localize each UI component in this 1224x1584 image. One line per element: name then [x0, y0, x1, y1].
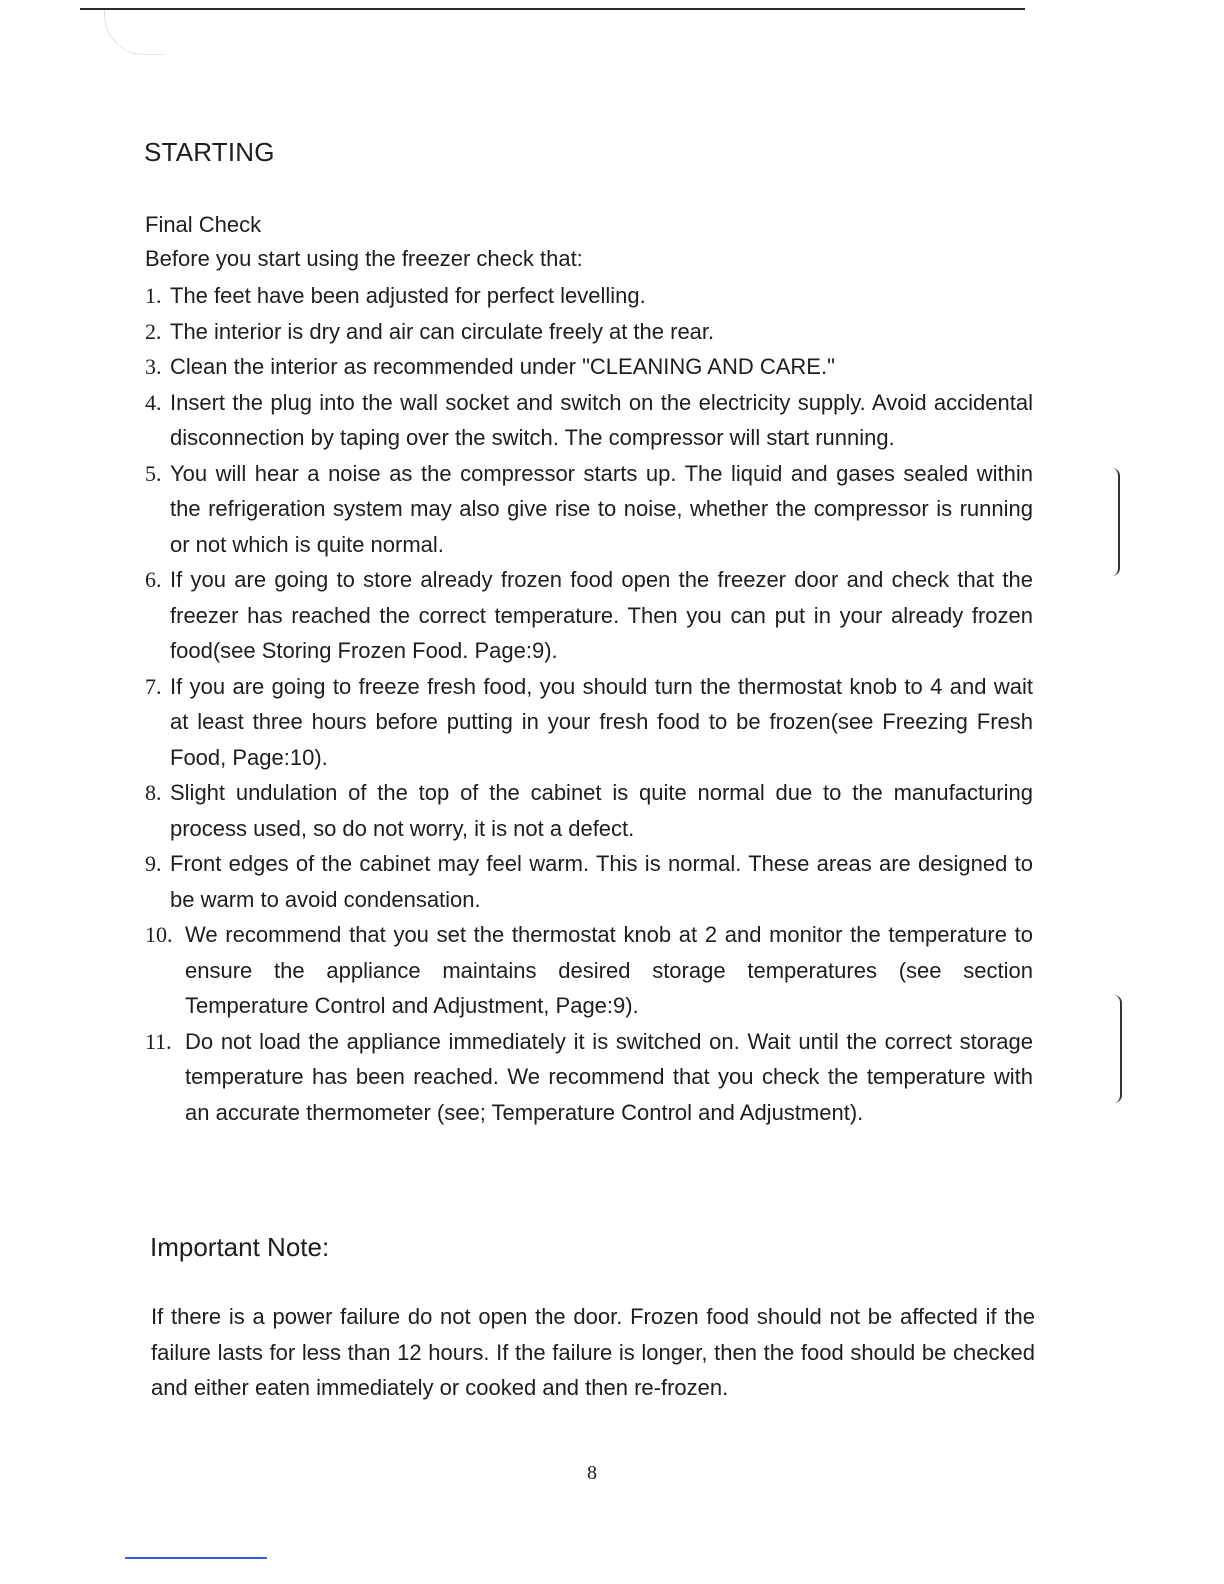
list-item-number: 8.	[145, 780, 162, 805]
list-item-number: 2.	[145, 318, 162, 344]
list-item-text: Insert the plug into the wall socket and switch on the electricity supply. Avoid accidental disconnection by taping over the switch. The compressor will start running.	[170, 389, 1033, 450]
important-note-heading: Important Note:	[150, 1232, 330, 1262]
list-item-text: If you are going to store already frozen food open the freezer door and check that the freezer has reached the correct temperature. Then you can put in your already frozen food(see Storing Frozen Food. Page:9).	[170, 567, 1033, 663]
list-item	[145, 1024, 1033, 1131]
list-item-number: 3.	[145, 354, 162, 379]
binding-mark	[1106, 995, 1122, 1103]
list-item	[145, 775, 1033, 846]
list-item-text: Front edges of the cabinet may feel warm. This is normal. These areas are designed to be warm to avoid condensation.	[170, 851, 1033, 912]
final-check-list	[145, 278, 1033, 1130]
list-item	[145, 562, 1033, 669]
list-item	[145, 917, 1033, 1024]
list-item-text: The feet have been adjusted for perfect levelling.	[170, 283, 646, 308]
list-item-text: Slight undulation of the top of the cabinet is quite normal due to the manufacturing process used, so do not worry, it is not a defect.	[170, 780, 1033, 841]
page-number: 8	[587, 1462, 597, 1484]
list-item-number: 6.	[145, 567, 162, 592]
section-title: STARTING	[144, 137, 275, 167]
list-item-text: If you are going to freeze fresh food, you should turn the thermostat knob to 4 and wait at least three hours before putting in your fresh food to be frozen(see Freezing Fresh Food, Page:10).	[170, 673, 1033, 770]
list-item-number: 9.	[145, 851, 162, 876]
list-item	[145, 349, 1033, 385]
list-item-number: 10.	[145, 922, 173, 947]
list-item	[145, 669, 1033, 776]
list-item	[145, 385, 1033, 456]
important-note-body: If there is a power failure do not open the door. Frozen food should not be affected if the failure lasts for less than 12 hours. If the failure is longer, then the food should be checked and either eaten immediately or cooked and then re-frozen.	[151, 1304, 1035, 1400]
list-item-number: 7.	[145, 673, 162, 699]
list-item-number: 4.	[145, 389, 162, 415]
list-item-text: You will hear a noise as the compressor starts up. The liquid and gases sealed within the refrigeration system may also give rise to noise, whether the compressor is running or not which is quite normal.	[170, 460, 1033, 557]
list-item-number: 11.	[145, 1028, 172, 1054]
top-rule	[80, 8, 1025, 10]
scan-corner-mark	[104, 10, 165, 55]
list-item-text: Do not load the appliance immediately it is switched on. Wait until the correct storage temperature has been reached. We recommend that you check the temperature with an accurate thermometer (see; Temperature Control and Adjustment).	[185, 1028, 1033, 1125]
list-item-text: Clean the interior as recommended under "CLEANING AND CARE."	[170, 354, 835, 379]
list-item	[145, 846, 1033, 917]
list-item	[145, 456, 1033, 563]
list-item-number: 5.	[145, 460, 162, 486]
list-item	[145, 278, 1033, 314]
bottom-rule	[125, 1557, 267, 1559]
list-item-text: The interior is dry and air can circulate freely at the rear.	[170, 318, 715, 344]
final-check-heading: Final Check	[145, 212, 262, 237]
intro-text: Before you start using the freezer check that:	[145, 246, 583, 271]
list-item	[145, 314, 1033, 350]
list-item-number: 1.	[145, 283, 162, 308]
binding-mark	[1104, 468, 1120, 576]
list-item-text: We recommend that you set the thermostat knob at 2 and monitor the temperature to ensure the appliance maintains desired storage temperatures (see section Temperature Control and Adjustment, Page:9).	[185, 922, 1033, 1018]
